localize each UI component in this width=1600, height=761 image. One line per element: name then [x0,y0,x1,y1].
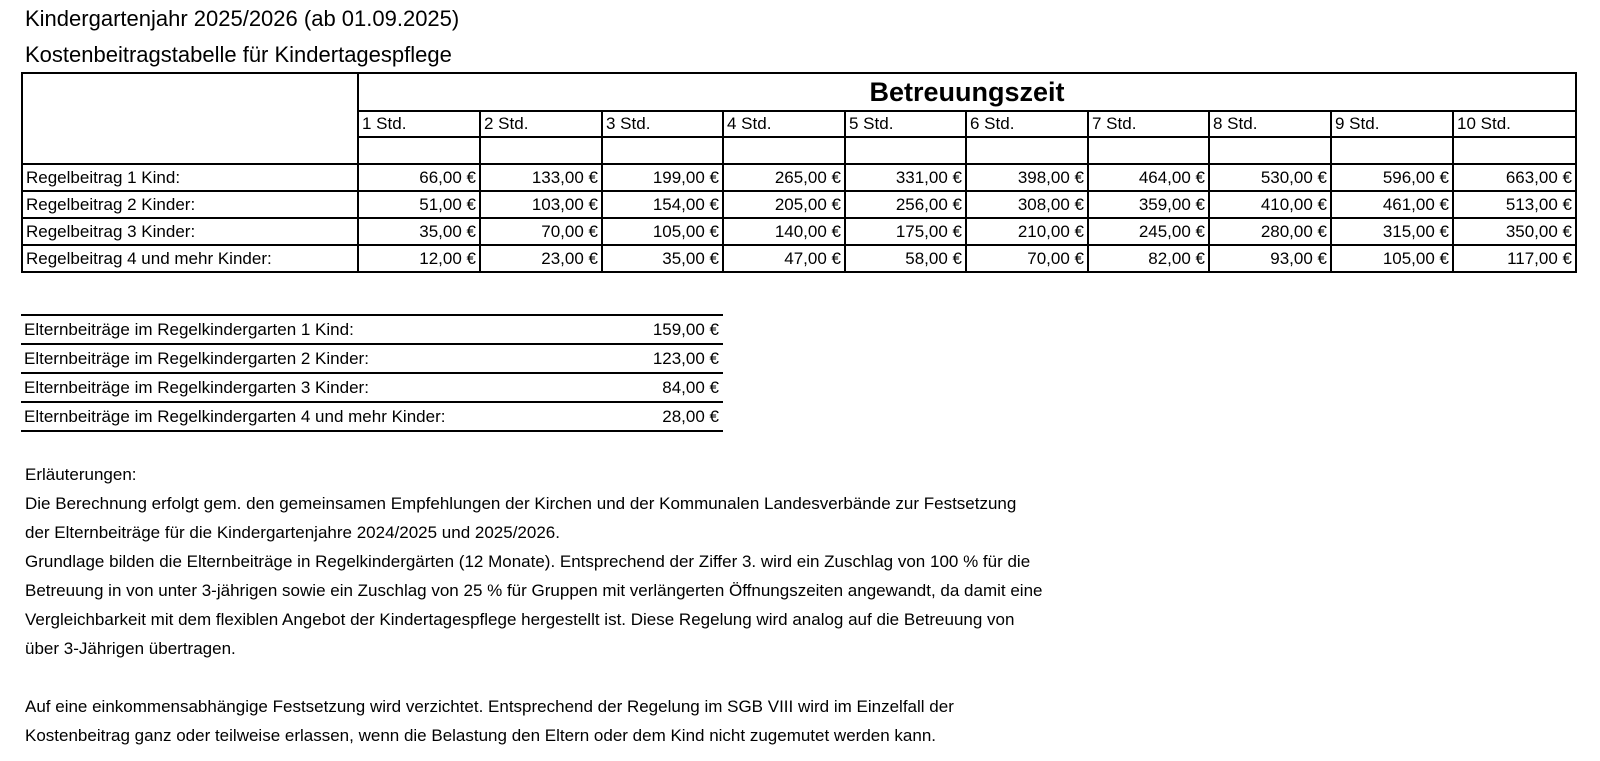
table-row [22,245,1576,272]
fee-cell: 103,00 € [480,191,602,218]
hour-header-5: 5 Std. [845,111,966,137]
fee-cell: 154,00 € [602,191,723,218]
fee-cell: 410,00 € [1209,191,1331,218]
hour-header-3: 3 Std. [602,111,723,137]
table-corner-cell [22,73,358,164]
fee-cell: 105,00 € [1331,245,1453,272]
hour-header-6: 6 Std. [966,111,1088,137]
table-row [22,218,1576,245]
empty-cell [480,137,602,164]
list-item [21,344,723,373]
fee-cell: 315,00 € [1331,218,1453,245]
empty-cell [1453,137,1576,164]
table-row [22,164,1576,191]
fee-cell: 23,00 € [480,245,602,272]
fee-cell: 530,00 € [1209,164,1331,191]
fee-cell: 461,00 € [1331,191,1453,218]
empty-cell [358,137,480,164]
kindergarten-fees-table [21,314,723,432]
notes-line: der Elternbeiträge für die Kindergartenjahre 2024/2025 und 2025/2026. [25,523,560,542]
group-header: Betreuungszeit [358,73,1576,111]
fee-cell: 245,00 € [1088,218,1209,245]
fee-cell: 663,00 € [1453,164,1576,191]
hour-header-8: 8 Std. [1209,111,1331,137]
hour-header-10: 10 Std. [1453,111,1576,137]
fee-cell: 350,00 € [1453,218,1576,245]
empty-cell [1088,137,1209,164]
fee-cell: 133,00 € [480,164,602,191]
fee-cell: 140,00 € [723,218,845,245]
hour-header-4: 4 Std. [723,111,845,137]
list-item [21,373,723,402]
fee-cell: 93,00 € [1209,245,1331,272]
notes-line: Vergleichbarkeit mit dem flexiblen Angebot der Kindertagespflege hergestellt ist. Diese Regelung wird analog auf die Betreuung von [25,610,1015,629]
fee-cell: 359,00 € [1088,191,1209,218]
notes-heading: Erläuterungen: [25,465,137,484]
kita-fee-label: Elternbeiträge im Regelkindergarten 2 Kinder: [21,344,581,373]
fee-cell: 82,00 € [1088,245,1209,272]
fee-cell: 70,00 € [480,218,602,245]
notes-line: über 3-Jährigen übertragen. [25,639,236,658]
kita-fee-label: Elternbeiträge im Regelkindergarten 3 Kinder: [21,373,581,402]
notes-line: Die Berechnung erfolgt gem. den gemeinsamen Empfehlungen der Kirchen und der Kommunalen Landesverbände zur Festsetzung [25,494,1017,513]
table-row [22,191,1576,218]
fee-cell: 35,00 € [358,218,480,245]
fee-cell: 210,00 € [966,218,1088,245]
fee-cell: 117,00 € [1453,245,1576,272]
fee-cell: 12,00 € [358,245,480,272]
notes-line: Kostenbeitrag ganz oder teilweise erlassen, wenn die Belastung den Eltern oder dem Kind nicht zugemutet werden kann. [25,726,937,745]
fee-cell: 105,00 € [602,218,723,245]
row-label: Regelbeitrag 1 Kind: [22,164,358,191]
page-title: Kindergartenjahr 2025/2026 (ab 01.09.2025) [25,6,460,31]
empty-cell [1209,137,1331,164]
kita-fee-value: 159,00 € [581,315,723,344]
fee-cell: 58,00 € [845,245,966,272]
fee-cell: 175,00 € [845,218,966,245]
fee-cell: 51,00 € [358,191,480,218]
kita-fee-label: Elternbeiträge im Regelkindergarten 4 und mehr Kinder: [21,402,581,431]
fee-cell: 280,00 € [1209,218,1331,245]
row-label: Regelbeitrag 4 und mehr Kinder: [22,245,358,272]
fee-cell: 265,00 € [723,164,845,191]
kita-fee-value: 28,00 € [581,402,723,431]
fee-cell: 47,00 € [723,245,845,272]
notes-line: Betreuung in von unter 3-jährigen sowie ein Zuschlag von 25 % für Gruppen mit verlängerten Öffnungszeiten angewandt, da damit eine [25,581,1043,600]
hour-header-2: 2 Std. [480,111,602,137]
notes-line: Auf eine einkommensabhängige Festsetzung wird verzichtet. Entsprechend der Regelung im SGB VIII wird im Einzelfall der [25,697,954,716]
fee-cell: 308,00 € [966,191,1088,218]
empty-cell [966,137,1088,164]
kita-fee-value: 84,00 € [581,373,723,402]
page-subtitle: Kostenbeitragstabelle für Kindertagespflege [25,42,452,67]
fee-cell: 398,00 € [966,164,1088,191]
empty-cell [723,137,845,164]
row-label: Regelbeitrag 2 Kinder: [22,191,358,218]
list-item [21,402,723,431]
notes-section [25,460,1042,750]
fee-cell: 199,00 € [602,164,723,191]
fee-cell: 70,00 € [966,245,1088,272]
list-item [21,315,723,344]
fee-cell: 596,00 € [1331,164,1453,191]
hour-header-9: 9 Std. [1331,111,1453,137]
fee-cell: 35,00 € [602,245,723,272]
fee-table [21,72,1577,273]
notes-line: Grundlage bilden die Elternbeiträge in Regelkindergärten (12 Monate). Entsprechend der Ziffer 3. wird ein Zuschlag von 100 % für die [25,552,1031,571]
empty-cell [1331,137,1453,164]
fee-cell: 464,00 € [1088,164,1209,191]
kita-fee-value: 123,00 € [581,344,723,373]
row-label: Regelbeitrag 3 Kinder: [22,218,358,245]
fee-cell: 513,00 € [1453,191,1576,218]
fee-cell: 331,00 € [845,164,966,191]
fee-cell: 256,00 € [845,191,966,218]
empty-cell [602,137,723,164]
fee-cell: 66,00 € [358,164,480,191]
hour-header-7: 7 Std. [1088,111,1209,137]
kita-fee-label: Elternbeiträge im Regelkindergarten 1 Kind: [21,315,581,344]
fee-cell: 205,00 € [723,191,845,218]
hour-header-1: 1 Std. [358,111,480,137]
empty-cell [845,137,966,164]
